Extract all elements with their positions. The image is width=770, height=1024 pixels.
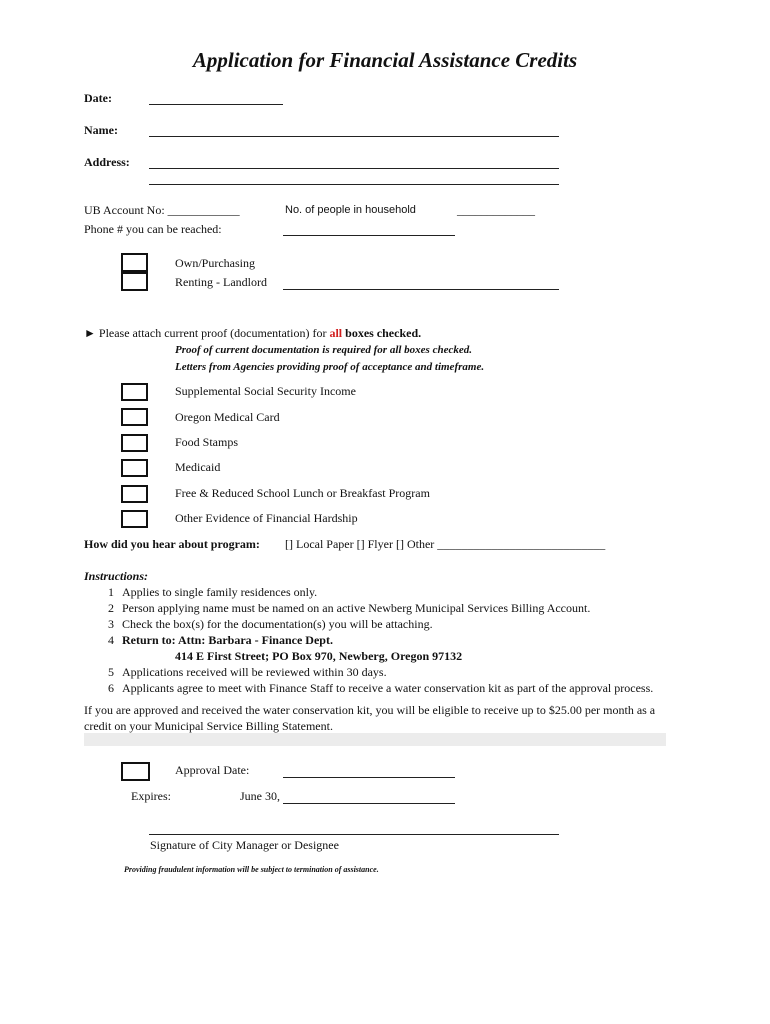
instruction-item: 5 Applications received will be reviewed within 30 days. [108, 665, 387, 679]
program-medicaid: Medicaid [175, 460, 221, 474]
phone-field[interactable] [283, 235, 455, 236]
hear-label: How did you hear about program: [84, 537, 260, 551]
instruction-item: 1 Applies to single family residences only. [108, 585, 318, 599]
expires-label: Expires: [131, 789, 171, 803]
fraud-warning: Providing fraudulent information will be subject to termination of assistance. [124, 865, 379, 874]
program-ssi: Supplemental Social Security Income [175, 384, 356, 398]
signature-field[interactable] [149, 834, 559, 835]
ssi-checkbox[interactable] [121, 383, 148, 401]
ub-account-label: UB Account No: ____________ [84, 203, 240, 217]
arrow-icon: ► [84, 326, 96, 340]
instruction-item: 4 Return to: Attn: Barbara - Finance Dept. [108, 633, 333, 647]
approval-date-field[interactable] [283, 777, 455, 778]
hear-options[interactable]: [] Local Paper [] Flyer [] Other ____________________________ [285, 537, 606, 551]
school-lunch-checkbox[interactable] [121, 485, 148, 503]
people-label: No. of people in household [285, 204, 416, 216]
june-label: June 30, [240, 789, 280, 803]
proof-text-all: all [329, 326, 343, 340]
people-field[interactable]: _____________ [457, 203, 535, 217]
address-label: Address: [84, 155, 130, 169]
program-medical-card: Oregon Medical Card [175, 410, 280, 424]
address-field-line-2[interactable] [149, 184, 559, 185]
proof-note-2: Letters from Agencies providing proof of acceptance and timeframe. [175, 361, 485, 373]
credit-text-line-2: credit on your Municipal Service Billing Statement. [84, 719, 333, 733]
rent-label: Renting - Landlord [175, 275, 267, 289]
instructions-heading: Instructions: [84, 569, 149, 583]
food-stamps-checkbox[interactable] [121, 434, 148, 452]
address-field-line-1[interactable] [149, 168, 559, 169]
instruction-address: 414 E First Street; PO Box 970, Newberg, Oregon 97132 [175, 649, 463, 663]
medical-card-checkbox[interactable] [121, 408, 148, 426]
form-title: Application for Financial Assistance Credits [192, 48, 578, 72]
phone-label: Phone # you can be reached: [84, 222, 222, 236]
instruction-item: 2 Person applying name must be named on an active Newberg Municipal Services Billing Account. [108, 601, 591, 615]
credit-text-line-1: If you are approved and received the water conservation kit, you will be eligible to receive up to $25.00 per month as a [84, 703, 656, 717]
other-hardship-checkbox[interactable] [121, 510, 148, 528]
date-label: Date: [84, 91, 112, 105]
approval-checkbox[interactable] [121, 762, 150, 781]
proof-instruction [84, 326, 421, 341]
medicaid-checkbox[interactable] [121, 459, 148, 477]
instruction-item: 6 Applicants agree to meet with Finance Staff to receive a water conservation kit as part of the approval process. [108, 681, 654, 695]
program-food-stamps: Food Stamps [175, 435, 239, 449]
date-field[interactable] [149, 104, 283, 105]
program-other-hardship: Other Evidence of Financial Hardship [175, 511, 358, 525]
name-label: Name: [84, 123, 118, 137]
proof-text-pre: Please attach current proof (documentation) for [98, 326, 330, 340]
landlord-field[interactable] [283, 289, 559, 290]
own-checkbox[interactable] [121, 253, 148, 272]
proof-text-post: boxes checked. [342, 326, 422, 340]
name-field[interactable] [149, 136, 559, 137]
instruction-item: 3 Check the box(s) for the documentation(s) you will be attaching. [108, 617, 433, 631]
program-school-lunch: Free & Reduced School Lunch or Breakfast Program [175, 486, 430, 500]
approval-date-label: Approval Date: [175, 763, 250, 777]
rent-checkbox[interactable] [121, 272, 148, 291]
signature-label: Signature of City Manager or Designee [150, 838, 339, 852]
own-label: Own/Purchasing [175, 256, 255, 270]
office-use-divider [84, 733, 666, 746]
proof-note-1: Proof of current documentation is required for all boxes checked. [175, 344, 472, 356]
expires-year-field[interactable] [283, 803, 455, 804]
